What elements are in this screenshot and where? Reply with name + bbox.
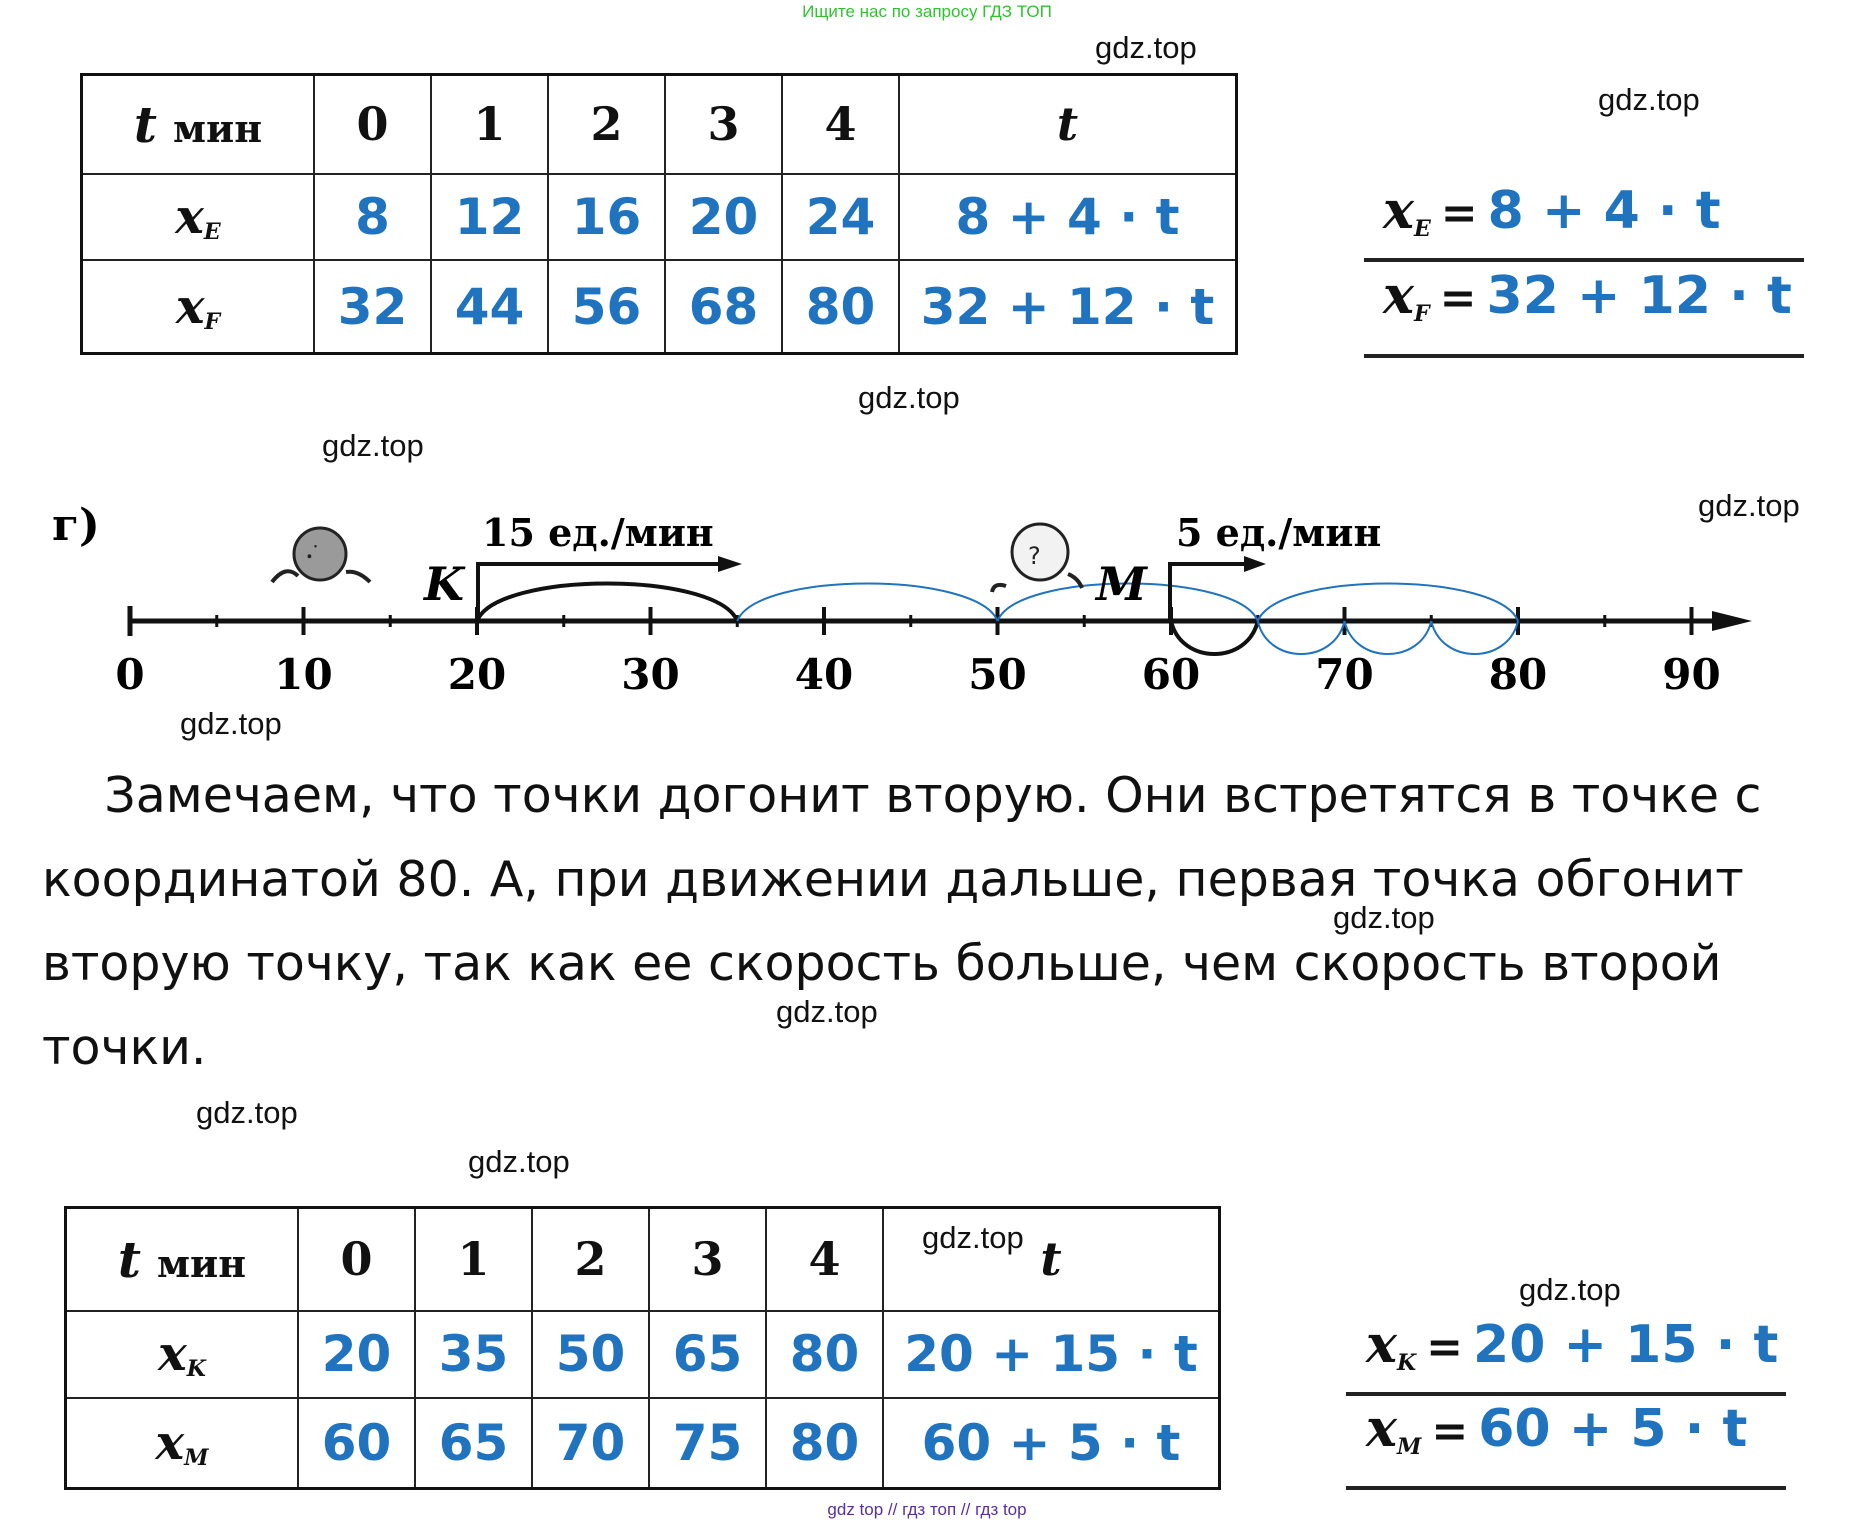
table-row — [82, 260, 1237, 353]
watermark: gdz.top — [468, 1144, 570, 1179]
value-cell: 16 — [548, 174, 665, 261]
header-cell — [66, 1208, 299, 1311]
value-cell: 50 — [532, 1311, 649, 1398]
m-speed-label: 5 ед./мин — [1176, 510, 1382, 555]
header-cell: 2 — [548, 75, 665, 174]
row-label: $x_F$ — [82, 260, 315, 353]
tick-label: 10 — [274, 650, 333, 699]
value-cell: 56 — [548, 260, 665, 353]
paragraph-line: вторую точку, так как ее скорость больше, чем скорость второй — [42, 935, 1722, 992]
row-label: $x_K$ — [66, 1311, 299, 1398]
divider — [1346, 1486, 1786, 1490]
header-cell: 1 — [415, 1208, 532, 1311]
paragraph-line: точки. — [42, 1019, 207, 1076]
part-label: г) — [52, 500, 100, 551]
value-cell: 35 — [415, 1311, 532, 1398]
watermark: gdz.top — [922, 1220, 1024, 1255]
unit-label: мин — [157, 1240, 247, 1286]
axis-arrow — [1712, 611, 1752, 631]
header-cell: 0 — [314, 75, 431, 174]
footer-note: gdz top // гдз топ // гдз top — [827, 1500, 1027, 1519]
watermark: gdz.top — [1698, 488, 1800, 523]
formula-cell: 8 + 4 · t — [899, 174, 1237, 261]
watermark: gdz.top — [1333, 900, 1435, 935]
value-cell: 44 — [431, 260, 548, 353]
tick-label: 50 — [968, 650, 1027, 699]
header-cell: 3 — [665, 75, 782, 174]
t-label: t — [133, 94, 158, 154]
k-jump-arc — [737, 584, 997, 622]
equation-m: $x_M$ = 60 + 5 · t — [1366, 1398, 1748, 1460]
table-row — [66, 1398, 1220, 1489]
value-cell: 12 — [431, 174, 548, 261]
value-cell: 80 — [766, 1311, 883, 1398]
table-row — [66, 1311, 1220, 1398]
value-cell: 65 — [415, 1398, 532, 1489]
tick-label: 20 — [447, 650, 507, 699]
point-k-label: K — [424, 557, 464, 611]
value-cell: 70 — [532, 1398, 649, 1489]
header-cell: t — [899, 75, 1237, 174]
k-speed-label: 15 ед./мин — [482, 510, 714, 555]
value-cell: 80 — [782, 260, 899, 353]
runner-m-icon — [992, 524, 1082, 592]
header-note: Ищите нас по запросу ГДЗ ТОП — [802, 2, 1052, 21]
value-cell: 24 — [782, 174, 899, 261]
m-speed-arrowhead — [1244, 556, 1266, 572]
tick-label: 0 — [115, 650, 145, 699]
svg-text:ꞏ۬: ꞏ۬ — [306, 545, 313, 570]
watermark: gdz.top — [180, 706, 282, 741]
k-speed-arrowhead — [718, 556, 742, 572]
divider — [1364, 258, 1804, 262]
value-cell: 20 — [665, 174, 782, 261]
equation-e: $x_E$ = 8 + 4 · t — [1383, 180, 1721, 242]
header-cell — [82, 75, 315, 174]
values-table-e-f — [80, 73, 1238, 355]
point-m-label: M — [1096, 557, 1147, 611]
equation-expression: 32 + 12 · t — [1486, 266, 1792, 326]
value-cell: 80 — [766, 1398, 883, 1489]
tick-label: 70 — [1315, 650, 1374, 699]
header-cell: 0 — [298, 1208, 415, 1311]
axis-tick-labels — [115, 650, 1720, 699]
svg-text:?: ? — [1028, 542, 1041, 570]
header-cell: 3 — [649, 1208, 766, 1311]
watermark: gdz.top — [196, 1095, 298, 1130]
header-cell: t — [883, 1208, 1220, 1311]
watermark: gdz.top — [1598, 82, 1700, 117]
runner-k-icon — [272, 528, 370, 582]
row-label: $x_E$ — [82, 174, 315, 261]
table-row — [82, 174, 1237, 261]
formula-cell: 20 + 15 · t — [883, 1311, 1220, 1398]
watermark: gdz.top — [776, 994, 878, 1029]
tick-label: 80 — [1488, 650, 1548, 699]
formula-cell: 60 + 5 · t — [883, 1398, 1220, 1489]
value-cell: 65 — [649, 1311, 766, 1398]
watermark: gdz.top — [322, 428, 424, 463]
k-jump-arc — [1258, 584, 1518, 622]
equation-expression: 20 + 15 · t — [1473, 1315, 1779, 1375]
paragraph-line: Замечаем, что точки догонит вторую. Они встретятся в точке с — [42, 767, 1762, 824]
watermark: gdz.top — [858, 380, 960, 415]
k-jump-arc — [477, 584, 737, 622]
value-cell: 68 — [665, 260, 782, 353]
equation-expression: 60 + 5 · t — [1478, 1399, 1748, 1459]
unit-label: мин — [173, 105, 263, 151]
value-cell: 32 — [314, 260, 431, 353]
value-cell: 20 — [298, 1311, 415, 1398]
paragraph-line: координатой 80. А, при движении дальше, первая точка обгонит — [42, 851, 1744, 908]
equation-expression: 8 + 4 · t — [1487, 181, 1721, 241]
value-cell: 8 — [314, 174, 431, 261]
tick-label: 30 — [621, 650, 680, 699]
equation-f: $x_F$ = 32 + 12 · t — [1383, 265, 1792, 327]
header-cell: 2 — [532, 1208, 649, 1311]
divider — [1346, 1392, 1786, 1396]
watermark: gdz.top — [1519, 1272, 1621, 1307]
row-label: $x_M$ — [66, 1398, 299, 1489]
divider — [1364, 354, 1804, 358]
values-table-k-m — [64, 1206, 1221, 1490]
header-cell: 1 — [431, 75, 548, 174]
t-label: t — [117, 1229, 142, 1289]
explanation-paragraph — [42, 754, 1822, 1090]
formula-cell: 32 + 12 · t — [899, 260, 1237, 353]
value-cell: 75 — [649, 1398, 766, 1489]
header-cell: 4 — [766, 1208, 883, 1311]
tick-label: 90 — [1662, 650, 1721, 699]
tick-label: 40 — [794, 650, 854, 699]
watermark: gdz.top — [1095, 30, 1197, 65]
header-cell: 4 — [782, 75, 899, 174]
tick-label: 60 — [1141, 650, 1201, 699]
value-cell: 60 — [298, 1398, 415, 1489]
equation-k: $x_K$ = 20 + 15 · t — [1366, 1314, 1779, 1376]
number-line-diagram — [0, 490, 1854, 720]
